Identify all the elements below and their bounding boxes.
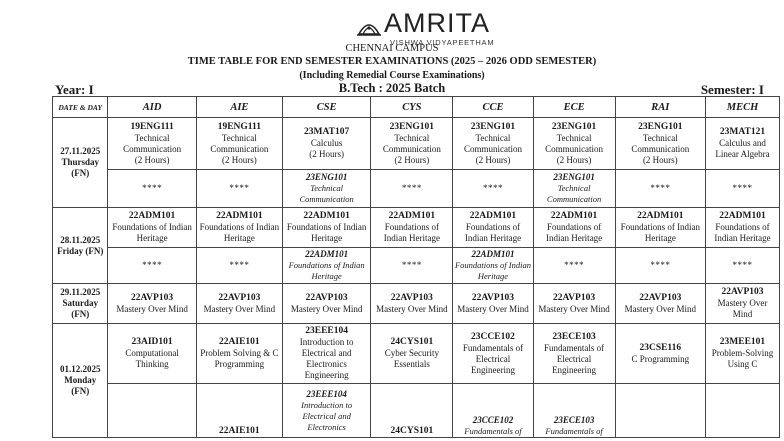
exam-day: Thursday bbox=[61, 157, 99, 167]
exam-cell bbox=[706, 208, 780, 248]
date-cell bbox=[53, 284, 108, 324]
semester-label: Semester: I bbox=[700, 82, 764, 97]
exam-cell bbox=[282, 324, 370, 384]
course-code: 22ADM101 bbox=[303, 211, 350, 221]
course-code: 23ENG101 bbox=[553, 172, 595, 182]
course-name: Technical Communication bbox=[299, 183, 354, 204]
course-code: 22AIE101 bbox=[219, 426, 260, 436]
course-code: 23EEE104 bbox=[305, 326, 349, 336]
exam-cell bbox=[533, 324, 615, 384]
course-name: Problem Solving & C Programming bbox=[200, 348, 279, 369]
course-name: Technical Communication bbox=[382, 132, 441, 154]
course-name: Introduction to Electrical and Electronics Engineering bbox=[299, 337, 354, 380]
date-cell bbox=[53, 118, 108, 208]
table-row bbox=[53, 248, 780, 284]
course-code: 22ADM101 bbox=[388, 211, 436, 221]
no-exam-cell: **** bbox=[371, 170, 453, 208]
course-duration: (2 Hours) bbox=[134, 154, 170, 165]
course-name: Technical Communication bbox=[545, 132, 604, 154]
col-aie: AIE bbox=[196, 97, 282, 118]
exam-cell bbox=[453, 324, 533, 384]
course-name: Foundations of Indian Heritage bbox=[112, 222, 192, 243]
course-code: 23CSE116 bbox=[639, 342, 682, 353]
course-name: Mastery Over Mind bbox=[290, 303, 363, 314]
course-duration: (2 Hours) bbox=[556, 154, 592, 165]
no-exam-cell: **** bbox=[108, 248, 196, 284]
course-code: 22AVP103 bbox=[553, 292, 596, 303]
exam-cell bbox=[196, 324, 282, 384]
course-code: 23MAT107 bbox=[304, 127, 350, 137]
course-code: 23CCE102 bbox=[472, 415, 514, 425]
course-code: 22ADM101 bbox=[471, 249, 515, 259]
no-exam-cell: **** bbox=[533, 248, 615, 284]
exam-day: Monday bbox=[64, 375, 97, 385]
col-cys: CYS bbox=[371, 97, 453, 118]
exam-cell bbox=[706, 324, 780, 384]
course-name: Mastery Over Mind bbox=[717, 298, 768, 319]
exam-session: (FN) bbox=[71, 386, 90, 396]
course-code: 22ADM101 bbox=[719, 211, 766, 221]
course-name: Foundations of Indian Heritage bbox=[464, 222, 522, 243]
course-name: Technical Communication bbox=[546, 183, 602, 204]
course-name: Mastery Over Mind bbox=[116, 303, 188, 314]
course-code: 23ENG101 bbox=[551, 121, 597, 132]
col-ece: ECE bbox=[533, 97, 615, 118]
exam-cell bbox=[371, 324, 453, 384]
empty-cell bbox=[108, 384, 196, 438]
course-code: 22ADM101 bbox=[469, 211, 517, 221]
document-title: TIME TABLE FOR END SEMESTER EXAMINATIONS (2025 – 2026 ODD SEMESTER) bbox=[187, 56, 597, 67]
course-duration: (2 Hours) bbox=[642, 154, 678, 165]
table-row bbox=[53, 284, 780, 324]
exam-cell bbox=[706, 118, 780, 170]
course-code: 23EEE104 bbox=[306, 388, 347, 399]
exam-cell bbox=[196, 284, 282, 324]
course-name: Fundamentals of Electrical Engineering bbox=[462, 342, 524, 375]
exam-session: (FN) bbox=[71, 309, 90, 319]
no-exam-cell: **** bbox=[615, 248, 705, 284]
course-duration: (2 Hours) bbox=[309, 149, 344, 159]
course-name: C Programming bbox=[631, 353, 690, 364]
course-code: 22AVP103 bbox=[390, 292, 433, 303]
table-row bbox=[53, 118, 780, 170]
exam-cell bbox=[533, 284, 615, 324]
remedial-cell bbox=[453, 384, 533, 438]
course-code: 23MAT121 bbox=[719, 127, 766, 137]
course-name: Foundations of Indian Heritage bbox=[714, 222, 771, 243]
exam-cell bbox=[453, 284, 533, 324]
course-code: 22ADM101 bbox=[305, 249, 349, 259]
course-code: 23ENG101 bbox=[389, 121, 435, 132]
date-cell bbox=[53, 208, 108, 284]
remedial-cell bbox=[196, 384, 282, 438]
course-code: 22AVP103 bbox=[305, 292, 348, 303]
exam-cell bbox=[533, 208, 615, 248]
course-name: Mastery Over Mind bbox=[624, 303, 697, 314]
exam-cell bbox=[371, 208, 453, 248]
exam-cell bbox=[282, 284, 370, 324]
course-name: Calculus and Linear Algebra bbox=[715, 138, 770, 159]
course-code: 23ECE103 bbox=[552, 331, 596, 342]
course-name: Foundations of Indian Heritage bbox=[286, 222, 367, 243]
exam-cell bbox=[196, 118, 282, 170]
course-code: 22AIE101 bbox=[219, 337, 260, 347]
lotus-emblem-icon bbox=[356, 14, 382, 38]
course-name: Technical Communication bbox=[463, 132, 522, 154]
course-duration: (2 Hours) bbox=[394, 154, 430, 165]
course-code: 22ADM101 bbox=[550, 211, 598, 221]
course-code: 23ENG101 bbox=[305, 172, 348, 182]
course-name: Problem-Solving Using C bbox=[711, 348, 774, 369]
course-code: 22AVP103 bbox=[471, 292, 514, 303]
no-exam-cell: **** bbox=[706, 248, 780, 284]
exam-day: Saturday bbox=[62, 298, 98, 308]
col-cse: CSE bbox=[282, 97, 370, 118]
course-name: Mastery Over Mind bbox=[457, 303, 529, 314]
course-code: 22AVP103 bbox=[131, 292, 174, 303]
logo-wordmark: AMRITA bbox=[384, 8, 490, 38]
course-name: Technical Communication bbox=[123, 132, 182, 154]
remedial-cell bbox=[533, 170, 615, 208]
course-name: Foundations of Indian Heritage bbox=[545, 222, 603, 243]
course-code: 24CYS101 bbox=[390, 426, 434, 436]
no-exam-cell: **** bbox=[196, 170, 282, 208]
exam-cell bbox=[371, 284, 453, 324]
exam-cell bbox=[108, 284, 196, 324]
remedial-cell bbox=[282, 248, 370, 284]
empty-cell bbox=[706, 384, 780, 438]
course-code: 22ADM101 bbox=[637, 211, 684, 221]
course-code: 23ECE103 bbox=[553, 415, 595, 425]
course-name: Mastery Over Mind bbox=[376, 303, 448, 314]
col-mech: MECH bbox=[706, 97, 780, 118]
course-code: 19ENG111 bbox=[217, 121, 261, 132]
col-aid: AID bbox=[108, 97, 196, 118]
no-exam-cell: **** bbox=[371, 248, 453, 284]
course-name: Fundamentals of bbox=[464, 426, 522, 436]
remedial-cell bbox=[282, 170, 370, 208]
col-cce: CCE bbox=[453, 97, 533, 118]
exam-cell bbox=[615, 324, 705, 384]
logo-subtitle: VISHWA VIDYAPEETHAM bbox=[390, 38, 495, 47]
course-code: 23ENG101 bbox=[638, 121, 683, 132]
exam-cell bbox=[282, 118, 370, 170]
course-name: Introduction to Electrical and Electronics bbox=[301, 399, 353, 432]
remedial-cell bbox=[371, 384, 453, 438]
col-rai: RAI bbox=[615, 97, 705, 118]
course-code: 24CYS101 bbox=[390, 337, 434, 347]
no-exam-cell: **** bbox=[196, 248, 282, 284]
exam-cell bbox=[453, 208, 533, 248]
exam-cell bbox=[706, 284, 780, 324]
table-row bbox=[53, 208, 780, 248]
course-code: 23CCE102 bbox=[471, 331, 515, 342]
remedial-cell bbox=[453, 248, 533, 284]
course-name: Foundations of Indian Heritage bbox=[288, 260, 365, 281]
course-name: Technical Communication bbox=[210, 132, 269, 154]
course-duration: (2 Hours) bbox=[475, 154, 511, 165]
exam-date: 28.11.2025 bbox=[60, 234, 101, 245]
exam-cell bbox=[615, 284, 705, 324]
empty-cell bbox=[615, 384, 705, 438]
remedial-cell bbox=[533, 384, 615, 438]
course-name: Mastery Over Mind bbox=[538, 303, 610, 314]
campus-name: CHENNAI CAMPUS bbox=[345, 43, 439, 54]
course-name: Fundamentals of Electrical Engineering bbox=[543, 342, 605, 375]
batch-label: B.Tech : 2025 Batch bbox=[338, 81, 446, 95]
exam-cell bbox=[453, 118, 533, 170]
exam-date: 01.12.2025 bbox=[59, 364, 101, 374]
date-cell bbox=[53, 324, 108, 438]
exam-cell bbox=[615, 118, 705, 170]
course-name: Foundations of Indian Heritage bbox=[199, 222, 280, 243]
exam-timetable bbox=[52, 96, 780, 438]
course-code: 22AVP103 bbox=[721, 287, 764, 297]
exam-cell bbox=[533, 118, 615, 170]
course-name: Technical Communication bbox=[631, 132, 690, 154]
course-code: 22ADM101 bbox=[128, 211, 176, 221]
col-date-day: DATE & DAY bbox=[53, 97, 108, 118]
no-exam-cell: **** bbox=[108, 170, 196, 208]
course-name: Foundations of Indian Heritage bbox=[620, 222, 701, 243]
course-code: 22ADM101 bbox=[216, 211, 263, 221]
course-code: 22AVP103 bbox=[218, 292, 261, 303]
course-duration: (2 Hours) bbox=[221, 154, 257, 165]
table-row bbox=[53, 384, 780, 438]
course-name: Foundations of Indian Heritage bbox=[454, 260, 531, 281]
exam-day: Friday (FN) bbox=[57, 245, 104, 256]
course-code: 22AVP103 bbox=[639, 292, 682, 303]
year-label: Year: I bbox=[55, 82, 94, 97]
course-code: 23ENG101 bbox=[470, 121, 516, 132]
exam-cell bbox=[282, 208, 370, 248]
exam-cell bbox=[371, 118, 453, 170]
course-name: Foundations of Indian Heritage bbox=[383, 222, 440, 243]
header-row bbox=[53, 97, 780, 118]
course-code: 23MEE101 bbox=[719, 337, 766, 347]
course-name: Calculus bbox=[310, 138, 343, 148]
remedial-cell bbox=[282, 384, 370, 438]
exam-cell bbox=[108, 324, 196, 384]
no-exam-cell: **** bbox=[615, 170, 705, 208]
table-row bbox=[53, 170, 780, 208]
course-code: 19ENG111 bbox=[130, 121, 174, 132]
exam-cell bbox=[108, 118, 196, 170]
course-name: Mastery Over Mind bbox=[203, 303, 276, 314]
course-code: 23AID101 bbox=[131, 337, 173, 347]
exam-cell bbox=[196, 208, 282, 248]
course-name: Fundamentals of bbox=[545, 426, 603, 436]
exam-date: 29.11.2025 bbox=[60, 287, 101, 297]
exam-date: 27.11.2025 bbox=[60, 146, 101, 156]
no-exam-cell: **** bbox=[453, 170, 533, 208]
no-exam-cell: **** bbox=[706, 170, 780, 208]
exam-cell bbox=[108, 208, 196, 248]
document-subtitle: (Including Remedial Course Examinations) bbox=[299, 70, 485, 81]
exam-session: (FN) bbox=[71, 168, 90, 178]
course-name: Cyber Security Essentials bbox=[384, 348, 439, 369]
exam-cell bbox=[615, 208, 705, 248]
course-name: Computational Thinking bbox=[125, 348, 179, 369]
table-row bbox=[53, 324, 780, 384]
